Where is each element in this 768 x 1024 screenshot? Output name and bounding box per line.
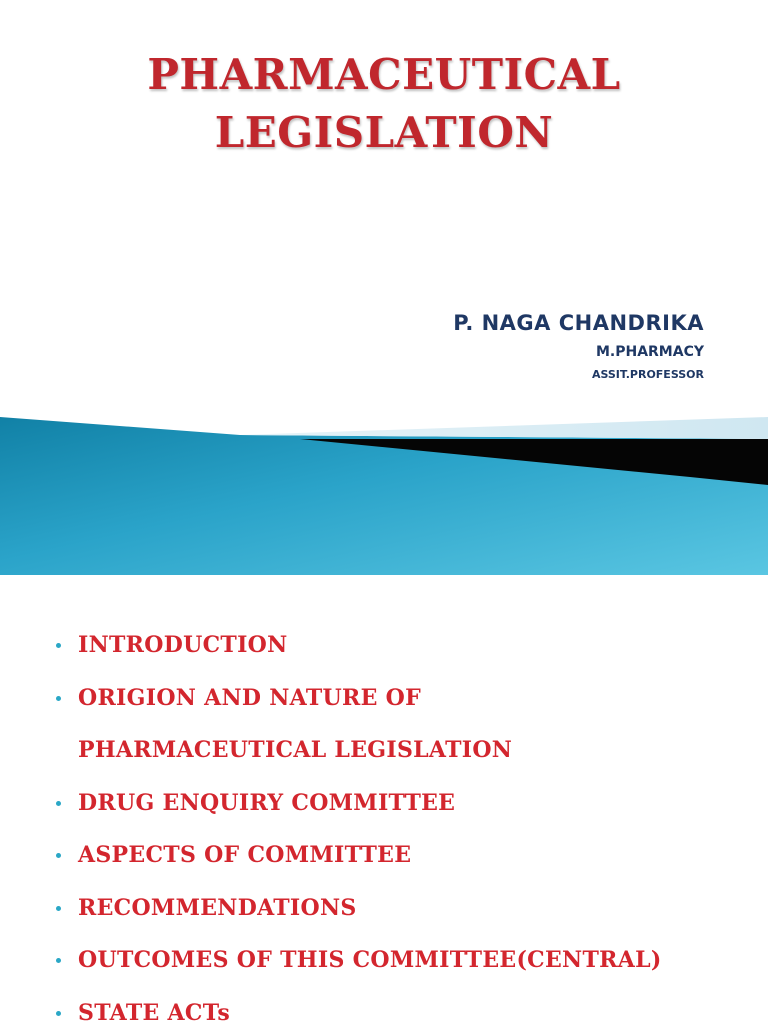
decorative-wave-band [0,405,768,575]
list-item-text: INTRODUCTION [78,632,288,658]
list-item-text: DRUG ENQUIRY COMMITTEE [78,789,456,816]
list-item [56,829,662,882]
bullet-icon [56,906,61,911]
title-line-1: PHARMACEUTICAL [147,50,621,99]
list-item [56,777,662,830]
contents-list [56,619,662,1024]
bullet-icon [56,801,61,806]
bullet-icon [56,958,61,963]
bullet-icon [56,643,61,648]
list-item-text: ASPECTS OF COMMITTEE [78,842,412,868]
contents-slide [0,575,768,1024]
bullet-icon [56,853,61,858]
author-name: P. NAGA CHANDRIKA [453,311,704,335]
bullet-icon [56,1011,61,1016]
author-role: ASSIT.PROFESSOR [591,368,704,381]
list-item [56,987,662,1024]
bullet-icon [56,696,61,701]
list-item [56,672,662,777]
list-item-text: ORIGION AND NATURE OF [78,684,421,711]
list-item-continuation: PHARMACEUTICAL LEGISLATION [78,737,513,763]
author-degree: M.PHARMACY [595,344,704,360]
list-item-text: STATE ACTs [78,999,231,1024]
list-item [56,619,662,672]
list-item-text: RECOMMENDATIONS [78,894,357,921]
list-item [56,882,662,935]
author-block [453,306,704,386]
slide-title [0,46,768,162]
title-line-2: LEGISLATION [214,108,554,157]
list-item-text: OUTCOMES OF THIS COMMITTEE(CENTRAL) [78,947,662,973]
list-item [56,934,662,987]
